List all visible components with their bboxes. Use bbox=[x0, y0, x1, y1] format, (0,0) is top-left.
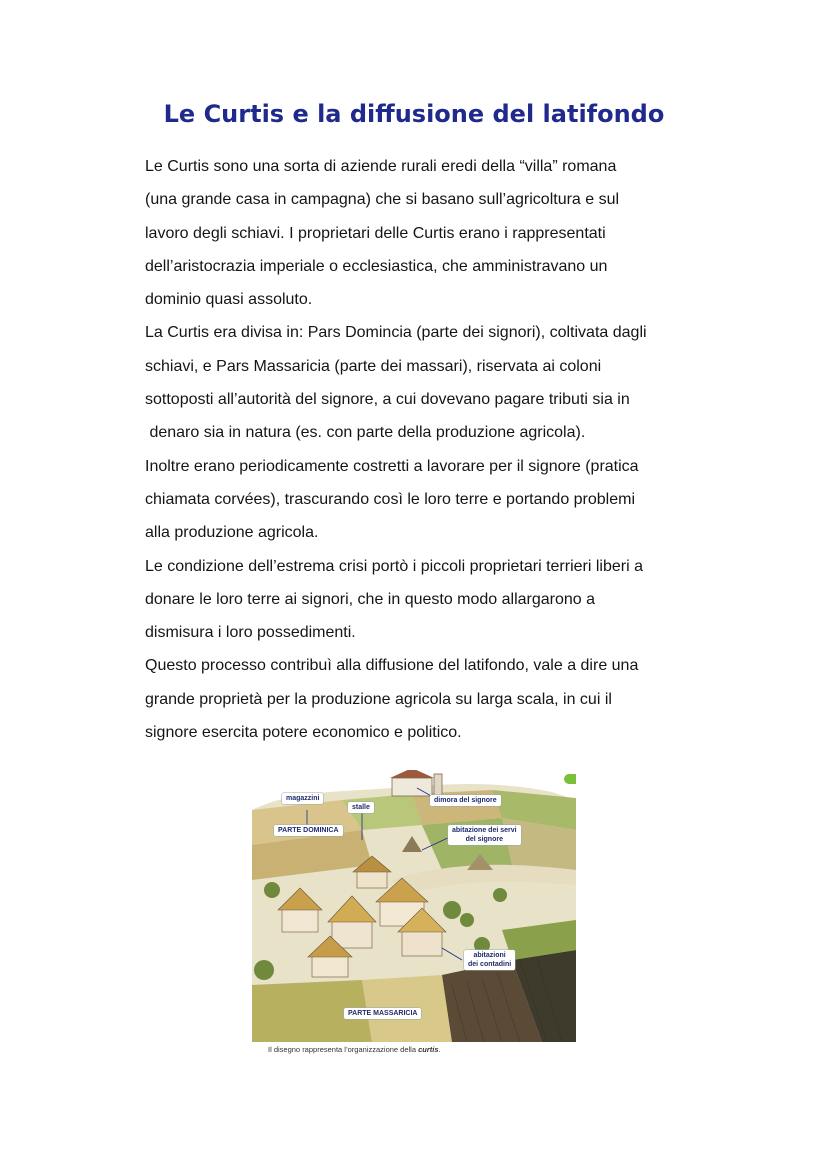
label-parte-dominica: PARTE DOMINICA bbox=[274, 825, 343, 836]
text-line: Inoltre erano periodicamente costretti a lavorare per il signore (pratica bbox=[145, 457, 639, 475]
text-line: (una grande casa in campagna) che si basano sull’agricoltura e sul bbox=[145, 191, 620, 209]
text-line: sottoposti all’autorità del signore, a cui dovevano pagare tributi sia in bbox=[145, 391, 630, 409]
figure-caption bbox=[268, 1045, 441, 1054]
text-line: signore esercita potere economico e politico. bbox=[145, 724, 462, 742]
text-line: lavoro degli schiavi. I proprietari delle Curtis erano i rappresentati bbox=[145, 224, 606, 242]
label-stalle: stalle bbox=[348, 802, 374, 813]
curtis-drawing bbox=[252, 770, 576, 1042]
label-parte-massaricia: PARTE MASSARICIA bbox=[344, 1008, 421, 1019]
caption-emphasis: curtis bbox=[418, 1045, 439, 1054]
text-line: Le condizione dell’estrema crisi portò i piccoli proprietari terrieri liberi a bbox=[145, 557, 643, 575]
label-abitazioni-contadini-line2: dei contadini bbox=[468, 961, 512, 968]
label-dimora-del-signore: dimora del signore bbox=[430, 795, 501, 806]
text-line: grande proprietà per la produzione agricola su larga scala, in cui il bbox=[145, 690, 612, 708]
label-magazzini: magazzini bbox=[282, 793, 323, 804]
text-line: alla produzione agricola. bbox=[145, 524, 319, 542]
text-line: dominio quasi assoluto. bbox=[145, 291, 313, 309]
text-line: La Curtis era divisa in: Pars Domincia (parte dei signori), coltivata dagli bbox=[145, 324, 647, 342]
body-text bbox=[145, 150, 735, 749]
text-line: denaro sia in natura (es. con parte della produzione agricola). bbox=[145, 424, 586, 442]
label-abitazioni-contadini-line1: abitazioni bbox=[473, 952, 506, 959]
page-tab-marker bbox=[564, 774, 576, 784]
caption-text: Il disegno rappresenta l’organizzazione della bbox=[268, 1045, 419, 1054]
caption-end: . bbox=[438, 1045, 441, 1054]
label-abitazione-servi bbox=[448, 825, 521, 845]
text-line: chiamata corvées), trascurando così le loro terre e portando problemi bbox=[145, 490, 636, 508]
label-abitazione-servi-line2: del signore bbox=[465, 836, 503, 843]
text-line: dismisura i loro possedimenti. bbox=[145, 624, 356, 642]
text-line: donare le loro terre ai signori, che in questo modo allargarono a bbox=[145, 590, 596, 608]
label-abitazione-servi-line1: abitazione dei servi bbox=[452, 827, 517, 834]
text-line: dell’aristocrazia imperiale o ecclesiastica, che amministravano un bbox=[145, 257, 608, 275]
page-title: Le Curtis e la diffusione del latifondo bbox=[163, 100, 665, 128]
curtis-illustration bbox=[252, 770, 576, 1042]
label-abitazioni-contadini bbox=[464, 950, 515, 970]
text-line: Le Curtis sono una sorta di aziende rurali eredi della “villa” romana bbox=[145, 158, 617, 175]
text-line: Questo processo contribuì alla diffusione del latifondo, vale a dire una bbox=[145, 657, 639, 675]
text-line: schiavi, e Pars Massaricia (parte dei massari), riservata ai coloni bbox=[145, 357, 602, 375]
